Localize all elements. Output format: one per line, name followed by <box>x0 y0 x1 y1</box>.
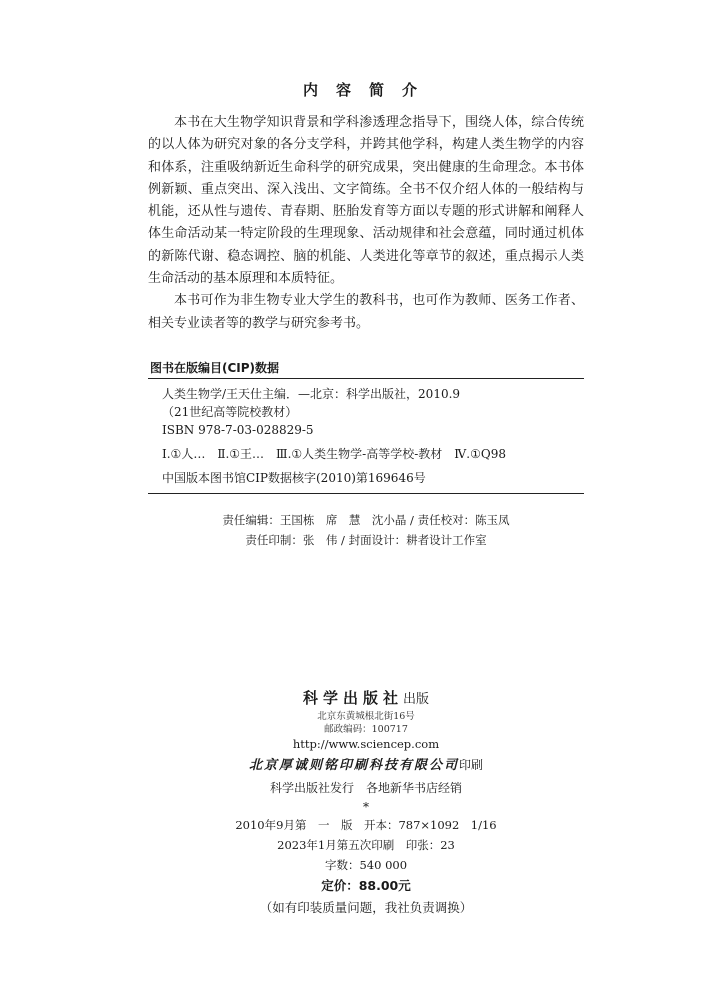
cip-verification: 中国版本图书馆CIP数据核字(2010)第169646号 <box>162 471 426 485</box>
printer-line <box>148 753 584 777</box>
publisher-suffix: 出版 <box>403 692 430 707</box>
intro-paragraph-2: 本书可作为非生物专业大学生的教科书，也可作为教师、医务工作者、相关专业读者等的教学与研究参考书。 <box>148 293 584 331</box>
cip-bottom-rule <box>148 493 584 494</box>
word-count-line: 字数：540 000 <box>324 858 408 872</box>
edition-line: 2010年9月第 一 版 开本：787×1092 1/16 <box>235 818 497 832</box>
quality-notice: （如有印装质量问题，我社负责调换） <box>259 900 473 915</box>
price-line: 定价：88.00元 <box>321 878 411 893</box>
intro-summary <box>148 112 584 335</box>
cip-heading: 图书在版编目(CIP)数据 <box>150 361 280 375</box>
printing-line: 2023年1月第五次印刷 印张：23 <box>277 838 455 852</box>
intro-title: 内容简介 <box>302 81 435 99</box>
cip-entry: 人类生物学/王天仕主编．—北京：科学出版社，2010.9 <box>162 387 461 401</box>
cip-block <box>148 358 584 494</box>
publisher-postcode: 邮政编码：100717 <box>324 724 408 735</box>
printer-name: 北京厚诚则铭印刷科技有限公司 <box>248 758 459 773</box>
distribution-line: 科学出版社发行 各地新华书店经销 <box>269 781 462 795</box>
printer-suffix: 印刷 <box>459 758 484 772</box>
cip-body <box>148 385 584 487</box>
cip-isbn: ISBN 978-7-03-028829-5 <box>162 423 314 437</box>
separator-star: * <box>363 800 369 814</box>
publisher-url: http://www.sciencep.com <box>292 737 440 751</box>
credits-production: 责任印制：张 伟 / 封面设计：耕者设计工作室 <box>245 533 487 547</box>
cip-series: （21世纪高等院校教材） <box>162 405 298 419</box>
publication-block <box>148 686 584 919</box>
publisher-address: 北京东黄城根北街16号 <box>317 711 415 722</box>
intro-paragraph-1: 本书在大生物学知识背景和学科渗透理念指导下，围绕人体，综合传统的以人体为研究对象的各分支学科，并跨其他学科，构建人类生物学的内容和体系，注重吸纳新近生命科学的研究成果，突出健康的生命理念。本书体例新颖、重点突出、深入浅出、文字简练。全书不仅介绍人体的一般结构与机能，还从性与遗传、青春期、胚胎发育等方面以专题的形式讲解和阐释人体生命活动某一特定阶段的生理现象、活动规律和社会意蕴，同时通过机体的新陈代谢、稳态调控、脑的机能、人类进化等章节的叙述，重点揭示人类生命活动的基本原理和本质特征。 <box>148 115 584 287</box>
credits-editors: 责任编辑：王国栋 席 慧 沈小晶 / 责任校对：陈玉凤 <box>222 513 510 527</box>
publisher-name: 科学出版社 <box>302 689 403 707</box>
publisher-line <box>148 686 584 710</box>
credits-block <box>148 510 584 550</box>
cip-classification: Ⅰ.①人… Ⅱ.①王… Ⅲ.①人类生物学-高等学校-教材 Ⅳ.①Q98 <box>162 447 506 461</box>
